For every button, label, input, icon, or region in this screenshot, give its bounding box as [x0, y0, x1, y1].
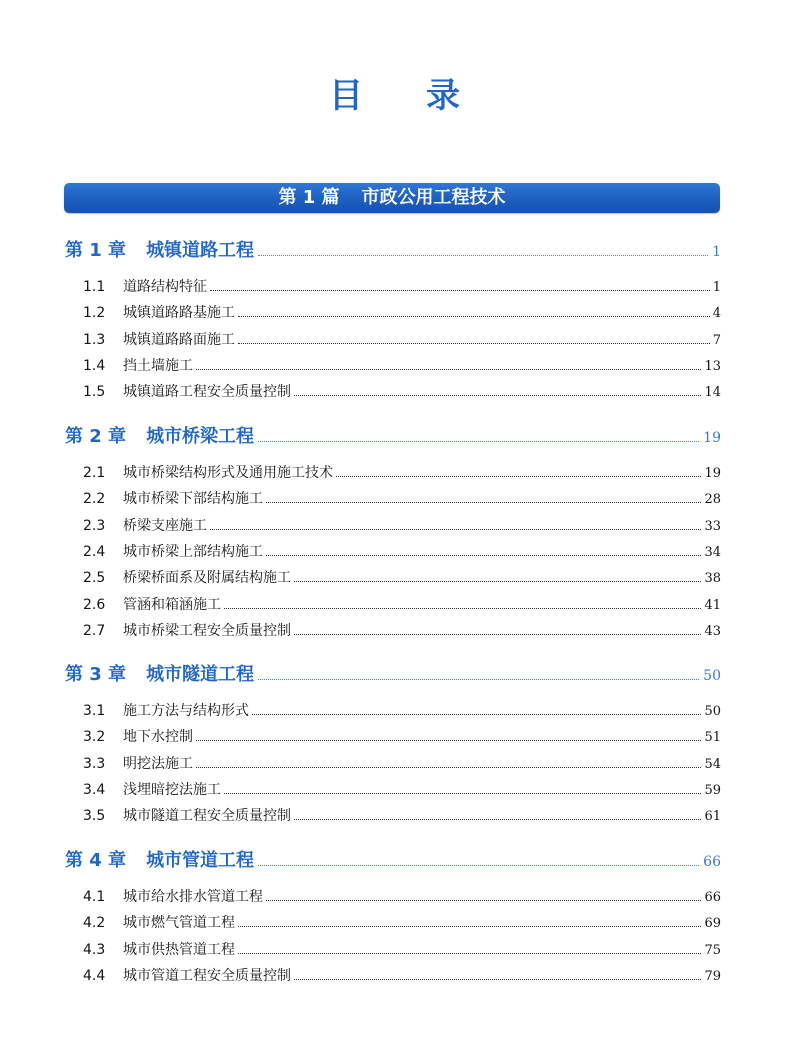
section-entry[interactable]	[83, 700, 721, 722]
section-entry[interactable]	[83, 620, 721, 642]
dot-leader	[294, 978, 701, 980]
section-page: 69	[704, 916, 721, 932]
section-number: 3.2	[83, 729, 106, 746]
section-title: 桥梁桥面系及附属结构施工	[123, 570, 291, 587]
section-title: 明挖法施工	[123, 755, 193, 772]
dot-leader	[238, 315, 710, 317]
dot-leader	[238, 925, 701, 927]
part-number: 第 1 篇	[278, 187, 340, 208]
section-entry[interactable]	[83, 886, 721, 908]
section-title: 城市桥梁工程安全质量控制	[123, 622, 291, 639]
dot-leader	[238, 342, 710, 344]
section-entry[interactable]	[83, 302, 721, 324]
dot-leader	[336, 475, 701, 477]
part-banner	[64, 183, 720, 213]
dot-leader	[266, 899, 701, 901]
section-entry[interactable]	[83, 779, 721, 801]
section-entry[interactable]	[83, 805, 721, 827]
section-number: 4.2	[83, 915, 106, 932]
section-number: 3.4	[83, 781, 106, 798]
dot-leader	[210, 289, 710, 291]
section-page: 34	[704, 544, 721, 560]
dot-leader	[294, 394, 701, 396]
chapter-title: 城市桥梁工程	[146, 426, 255, 447]
dot-leader	[196, 766, 701, 768]
dot-leader	[258, 440, 699, 442]
section-page: 1	[712, 280, 721, 295]
section-page: 13	[704, 358, 721, 374]
page-title	[0, 74, 790, 118]
section-page: 51	[704, 730, 721, 746]
section-number: 2.5	[83, 570, 106, 587]
chapter-entry[interactable]	[65, 236, 721, 262]
chapter-entry[interactable]	[65, 422, 721, 448]
section-page: 43	[704, 623, 721, 639]
section-number: 2.4	[83, 543, 106, 560]
section-page: 59	[704, 782, 721, 798]
section-title: 城市桥梁下部结构施工	[123, 491, 263, 508]
section-number: 1.2	[83, 305, 106, 322]
section-number: 2.6	[83, 596, 106, 613]
chapter-entry[interactable]	[65, 846, 721, 872]
section-page: 14	[704, 385, 721, 401]
section-page: 66	[704, 890, 721, 905]
section-page: 50	[704, 704, 721, 719]
section-title: 城镇道路工程安全质量控制	[123, 384, 291, 401]
section-number: 1.4	[83, 357, 106, 374]
section-entry[interactable]	[83, 488, 721, 510]
section-number: 3.1	[83, 703, 106, 719]
section-entry[interactable]	[83, 753, 721, 775]
section-entry[interactable]	[83, 276, 721, 298]
section-number: 2.2	[83, 491, 106, 508]
section-title: 施工方法与结构形式	[123, 703, 249, 719]
chapter-title: 城市隧道工程	[146, 664, 255, 685]
section-number: 2.1	[83, 465, 106, 481]
section-page: 75	[704, 942, 721, 958]
dot-leader	[224, 607, 701, 609]
section-page: 7	[712, 332, 721, 348]
dot-leader	[252, 713, 701, 715]
dot-leader	[294, 818, 701, 820]
dot-leader	[196, 368, 701, 370]
section-title: 地下水控制	[123, 729, 193, 746]
dot-leader	[258, 678, 699, 680]
section-title: 城镇道路路基施工	[123, 305, 235, 322]
section-page: 79	[704, 968, 721, 984]
section-title: 城市给水排水管道工程	[123, 889, 263, 905]
section-title: 挡土墙施工	[123, 357, 193, 374]
chapter-page: 50	[703, 668, 721, 684]
chapter-page: 1	[712, 244, 721, 260]
section-entry[interactable]	[83, 355, 721, 377]
section-number: 1.1	[83, 279, 106, 295]
chapter-number: 第 3 章	[65, 664, 127, 685]
section-entry[interactable]	[83, 965, 721, 987]
section-entry[interactable]	[83, 515, 721, 537]
section-number: 2.3	[83, 517, 106, 534]
section-number: 3.5	[83, 808, 106, 825]
dot-leader	[196, 739, 701, 741]
chapter-title: 城镇道路工程	[146, 240, 255, 261]
page-title-right: 录	[426, 76, 461, 116]
section-title: 城市隧道工程安全质量控制	[123, 808, 291, 825]
section-entry[interactable]	[83, 462, 721, 484]
dot-leader	[238, 952, 701, 954]
section-page: 19	[704, 466, 721, 481]
chapter-number: 第 1 章	[65, 240, 127, 261]
section-title: 管涵和箱涵施工	[123, 596, 221, 613]
dot-leader	[294, 633, 701, 635]
dot-leader	[294, 580, 701, 582]
section-title: 城市桥梁结构形式及通用施工技术	[123, 465, 333, 481]
section-entry[interactable]	[83, 329, 721, 351]
section-title: 城市供热管道工程	[123, 941, 235, 958]
section-title: 城市管道工程安全质量控制	[123, 967, 291, 984]
section-page: 41	[704, 597, 721, 613]
chapter-page: 66	[703, 854, 721, 870]
chapter-page: 19	[703, 430, 721, 446]
chapter-number: 第 4 章	[65, 850, 127, 871]
section-number: 1.5	[83, 384, 106, 401]
section-entry[interactable]	[83, 541, 721, 563]
section-number: 4.4	[83, 967, 106, 984]
part-name: 市政公用工程技术	[361, 187, 506, 208]
chapter-entry[interactable]	[65, 660, 721, 686]
section-page: 61	[704, 809, 721, 825]
section-number: 4.3	[83, 941, 106, 958]
section-number: 2.7	[83, 622, 106, 639]
chapter-title: 城市管道工程	[146, 850, 255, 871]
section-page: 4	[712, 306, 721, 322]
section-entry[interactable]	[83, 594, 721, 616]
section-number: 3.3	[83, 755, 106, 772]
dot-leader	[210, 528, 701, 530]
dot-leader	[266, 501, 701, 503]
section-page: 38	[704, 571, 721, 587]
section-title: 桥梁支座施工	[123, 517, 207, 534]
section-page: 54	[704, 756, 721, 772]
dot-leader	[224, 792, 701, 794]
section-entry[interactable]	[83, 726, 721, 748]
section-page: 28	[704, 492, 721, 508]
section-entry[interactable]	[83, 567, 721, 589]
dot-leader	[258, 864, 699, 866]
section-number: 1.3	[83, 331, 106, 348]
section-page: 33	[704, 518, 721, 534]
section-number: 4.1	[83, 889, 106, 905]
section-entry[interactable]	[83, 912, 721, 934]
section-title: 城市燃气管道工程	[123, 915, 235, 932]
chapter-number: 第 2 章	[65, 426, 127, 447]
section-title: 道路结构特征	[123, 279, 207, 295]
dot-leader	[266, 554, 701, 556]
dot-leader	[258, 254, 708, 256]
section-title: 城市桥梁上部结构施工	[123, 543, 263, 560]
page-title-left: 目	[329, 76, 364, 116]
section-entry[interactable]	[83, 939, 721, 961]
section-title: 浅埋暗挖法施工	[123, 781, 221, 798]
section-title: 城镇道路路面施工	[123, 331, 235, 348]
section-entry[interactable]	[83, 381, 721, 403]
